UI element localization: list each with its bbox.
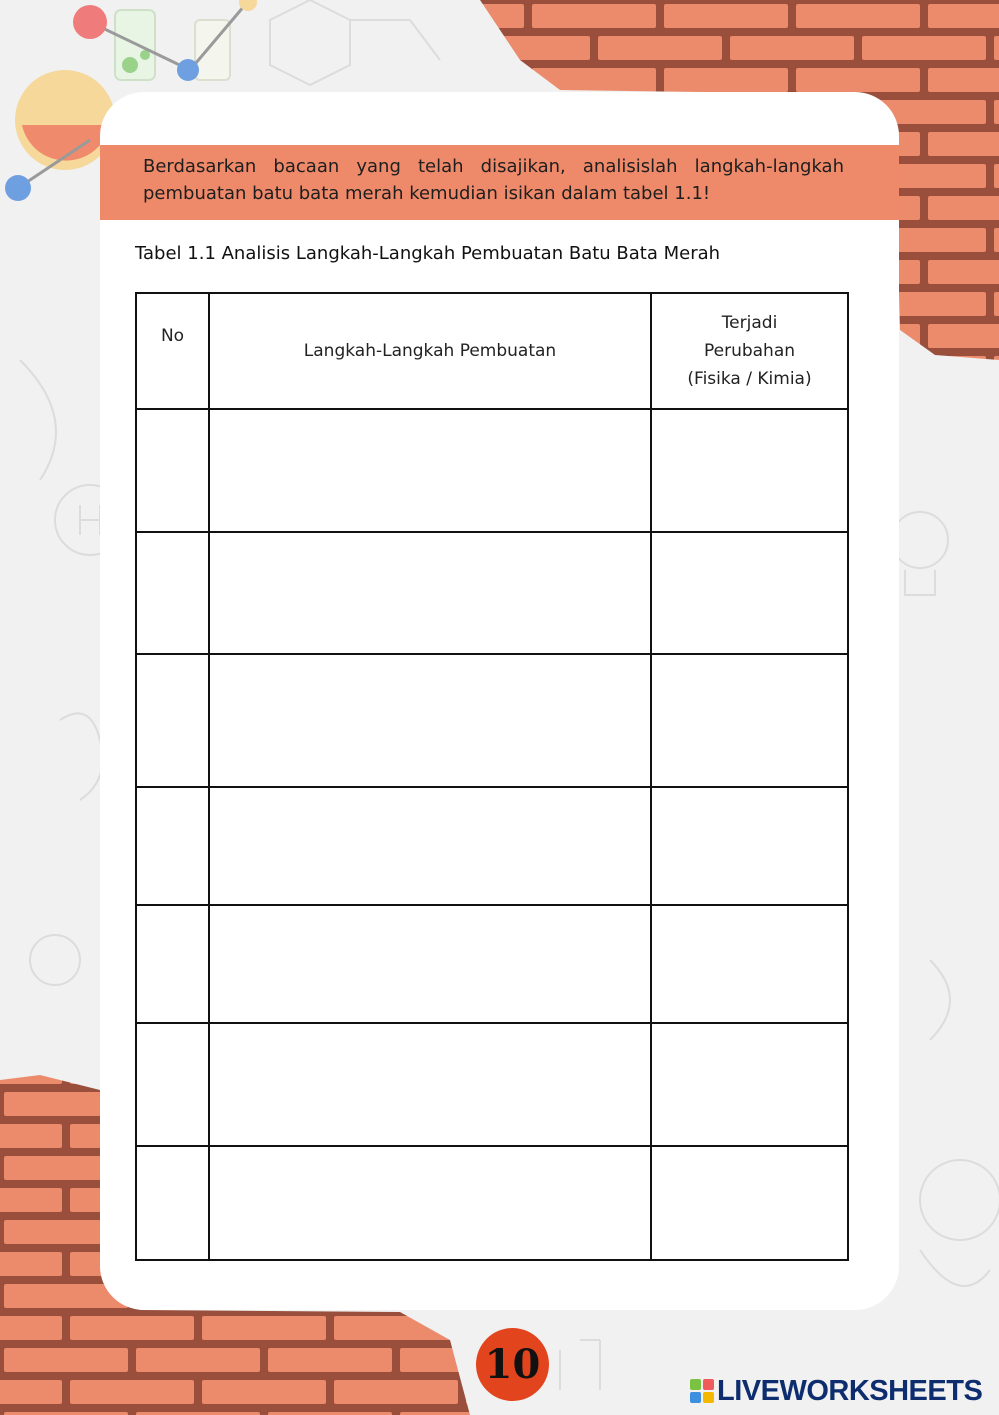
- step-cell[interactable]: [209, 654, 651, 787]
- table-row: [136, 532, 848, 654]
- step-cell[interactable]: [209, 1146, 651, 1260]
- step-cell[interactable]: [209, 787, 651, 905]
- table-row: [136, 409, 848, 532]
- liveworksheets-watermark: [690, 1374, 982, 1408]
- header-change-line2: Perubahan: [703, 341, 796, 361]
- no-cell[interactable]: [136, 532, 209, 654]
- header-steps: Langkah-Langkah Pembuatan: [209, 293, 651, 409]
- watermark-text: LIVEWORKSHEETS: [717, 1374, 983, 1407]
- analysis-table: [135, 292, 849, 1261]
- change-cell[interactable]: [651, 905, 848, 1023]
- header-change: [651, 293, 848, 409]
- no-cell[interactable]: [136, 654, 209, 787]
- instruction-banner: [100, 145, 899, 220]
- table-row: [136, 905, 848, 1023]
- header-no: No: [136, 293, 209, 409]
- change-cell[interactable]: [651, 1146, 848, 1260]
- table-row: [136, 654, 848, 787]
- change-cell[interactable]: [651, 1023, 848, 1146]
- no-cell[interactable]: [136, 1146, 209, 1260]
- table-header-row: [136, 293, 848, 409]
- table-row: [136, 1023, 848, 1146]
- step-cell[interactable]: [209, 1023, 651, 1146]
- change-cell[interactable]: [651, 409, 848, 532]
- change-cell[interactable]: [651, 654, 848, 787]
- step-cell[interactable]: [209, 409, 651, 532]
- page-number-badge: [476, 1328, 549, 1401]
- no-cell[interactable]: [136, 905, 209, 1023]
- header-change-line1: Terjadi: [721, 313, 778, 333]
- page-number: 10: [484, 1341, 541, 1388]
- instruction-text: Berdasarkan bacaan yang telah disajikan, analisislah langkah-langkah pembuatan batu bata merah kemudian isikan dalam tabel 1.1!: [143, 156, 844, 204]
- change-cell[interactable]: [651, 532, 848, 654]
- step-cell[interactable]: [209, 532, 651, 654]
- no-cell[interactable]: [136, 787, 209, 905]
- table-caption: Tabel 1.1 Analisis Langkah-Langkah Pembuatan Batu Bata Merah: [135, 243, 721, 264]
- liveworksheets-logo-icon: [690, 1379, 714, 1403]
- header-change-line3: (Fisika / Kimia): [687, 369, 812, 389]
- table-row: [136, 787, 848, 905]
- table-row: [136, 1146, 848, 1260]
- change-cell[interactable]: [651, 787, 848, 905]
- step-cell[interactable]: [209, 905, 651, 1023]
- no-cell[interactable]: [136, 1023, 209, 1146]
- no-cell[interactable]: [136, 409, 209, 532]
